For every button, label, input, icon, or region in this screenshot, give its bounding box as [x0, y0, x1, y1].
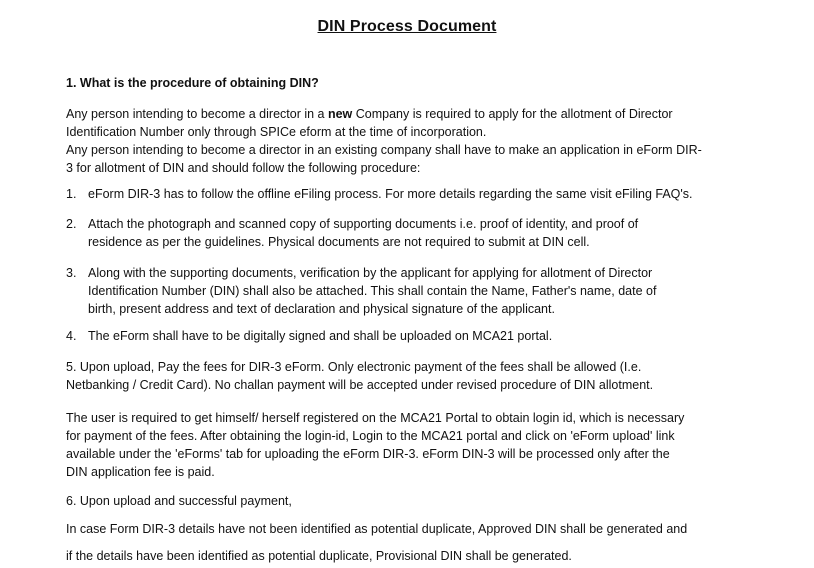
intro-line-1-pre: Any person intending to become a director in a	[66, 107, 328, 121]
step-4	[66, 327, 552, 345]
step-6: 6. Upon upload and successful payment,	[66, 494, 292, 508]
step-text: Along with the supporting documents, verification by the applicant for applying for allotment of Director	[88, 266, 653, 280]
user-para-line-2: for payment of the fees. After obtaining the login-id, Login to the MCA21 portal and click on 'eForm upload' link	[66, 429, 675, 443]
intro-line-1-bold: new	[327, 107, 353, 121]
section-heading: 1. What is the procedure of obtaining DIN?	[66, 76, 319, 90]
step-2-line-2: residence as per the guidelines. Physical documents are not required to submit at DIN cell.	[88, 235, 590, 249]
step-5-line-2: Netbanking / Credit Card). No challan payment will be accepted under revised procedure of DIN allotment.	[66, 378, 654, 392]
step-3-line-3: birth, present address and text of declaration and physical signature of the applicant.	[88, 302, 555, 316]
step-5-line-1: 5. Upon upload, Pay the fees for DIR-3 eForm. Only electronic payment of the fees shall be allowed (I.e.	[66, 360, 642, 374]
step-number: 3.	[66, 266, 77, 280]
case-line-2: if the details have been identified as potential duplicate, Provisional DIN shall be generated.	[66, 549, 572, 563]
step-text: Attach the photograph and scanned copy of supporting documents i.e. proof of identity, and proof of	[88, 217, 639, 231]
user-para-line-3: available under the 'eForms' tab for uploading the eForm DIR-3. eForm DIN-3 will be processed only after the	[66, 447, 670, 461]
step-number: 4.	[66, 329, 77, 343]
step-1	[66, 185, 693, 203]
case-line-1: In case Form DIR-3 details have not been identified as potential duplicate, Approved DIN shall be generated and	[66, 522, 688, 536]
step-number: 2.	[66, 217, 77, 231]
step-text: eForm DIR-3 has to follow the offline eFiling process. For more details regarding the same visit eFiling FAQ's.	[88, 187, 693, 201]
intro-line-4: 3 for allotment of DIN and should follow the following procedure:	[66, 161, 421, 175]
step-2	[66, 215, 638, 233]
step-number: 1.	[66, 187, 77, 201]
intro-line-1-post: Company is required to apply for the allotment of Director	[352, 107, 673, 121]
document-title: DIN Process Document	[317, 18, 497, 35]
user-para-line-4: DIN application fee is paid.	[66, 465, 215, 479]
intro-line-1	[66, 105, 673, 123]
step-3	[66, 264, 652, 282]
step-text: The eForm shall have to be digitally signed and shall be uploaded on MCA21 portal.	[88, 329, 553, 343]
user-para-line-1: The user is required to get himself/ herself registered on the MCA21 Portal to obtain login id, which is necessary	[66, 411, 685, 425]
intro-line-3: Any person intending to become a director in an existing company shall have to make an application in eForm DIR-	[66, 143, 702, 157]
step-3-line-2: Identification Number (DIN) shall also be attached. This shall contain the Name, Father's name, date of	[88, 284, 657, 298]
intro-line-2: Identification Number only through SPICe eform at the time of incorporation.	[66, 125, 487, 139]
